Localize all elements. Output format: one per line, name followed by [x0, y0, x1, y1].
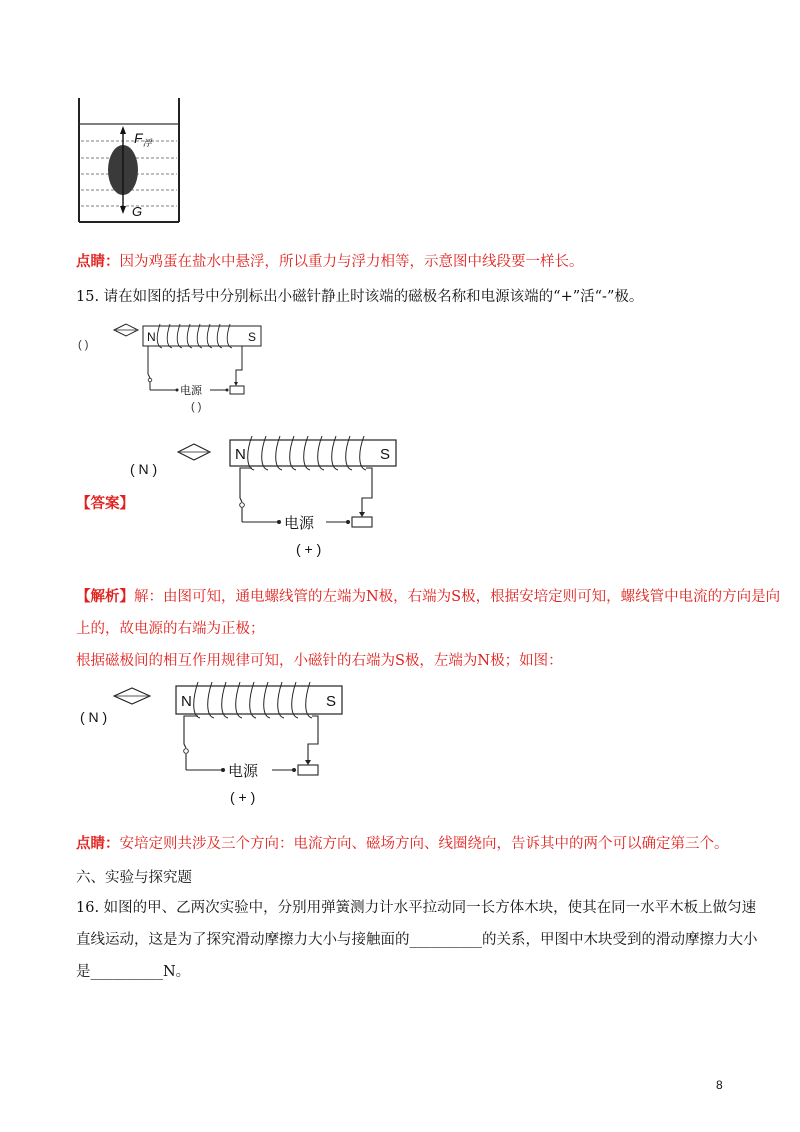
section-heading: 六、实验与探究题 — [76, 870, 192, 886]
power-label-question: 电源 — [180, 385, 202, 397]
question-16-line-1 — [76, 898, 756, 918]
question-15 — [76, 287, 643, 307]
page-number: 8 — [716, 1078, 723, 1092]
note-2-text: 安培定则共涉及三个方向：电流方向、磁场方向、线圈绕向，告诉其中的两个可以确定第三个。 — [119, 836, 729, 852]
analysis-tag: 【解析】 — [76, 588, 134, 605]
question-16-line-3: 是__________N。 — [76, 964, 191, 980]
power-bracket-solution: ( + ) — [230, 789, 256, 805]
power-bracket-empty: ( ) — [191, 401, 202, 413]
solenoid-figure-solution — [76, 678, 356, 808]
note-1 — [76, 252, 584, 272]
solenoid-pole-n: N — [147, 330, 156, 344]
egg-buoyancy-figure — [74, 96, 184, 226]
power-label-solution: 电源 — [228, 763, 259, 780]
question-16-text-1: 如图的甲、乙两次实验中，分别用弹簧测力计水平拉动同一长方体木块，使其在同一水平木板上做匀速 — [103, 900, 757, 916]
needle-bracket-answer: ( N ) — [130, 461, 158, 477]
power-label-answer: 电源 — [284, 515, 315, 532]
solenoid-figure-question — [76, 316, 276, 416]
note-1-prefix: 点睛： — [76, 253, 120, 270]
analysis-line-1 — [76, 587, 780, 607]
force-gravity-label: G — [132, 204, 143, 219]
solenoid-pole-s: S — [380, 446, 391, 463]
question-16-number: 16. — [76, 900, 100, 916]
needle-bracket-solution: ( N ) — [80, 709, 108, 725]
answer-tag: 【答案】 — [76, 495, 134, 512]
solenoid-figure-answer — [130, 430, 410, 560]
question-15-number: 15. — [76, 289, 100, 305]
solenoid-pole-n: N — [181, 693, 192, 710]
force-buoyancy-label: $F_浮$ — [134, 130, 152, 148]
question-15-text: 请在如图的括号中分别标出小磁针静止时该端的磁极名称和电源该端的“+”活“-”极。 — [103, 289, 644, 305]
question-16-line-2: 直线运动，这是为了探究滑动摩擦力大小与接触面的__________的关系，甲图中木块受到的滑动摩擦力大小 — [76, 932, 758, 948]
solenoid-pole-n: N — [235, 446, 246, 463]
analysis-line-2: 上的，故电源的右端为正极； — [76, 621, 265, 637]
analysis-text-1: 解：由图可知，通电螺线管的左端为N极，右端为S极，根据安培定则可知，螺线管中电流的方向是向 — [134, 589, 781, 605]
note-1-text: 因为鸡蛋在盐水中悬浮，所以重力与浮力相等，示意图中线段要一样长。 — [119, 254, 584, 270]
analysis-line-3: 根据磁极间的相互作用规律可知，小磁针的右端为S极，左端为N极；如图： — [76, 653, 563, 669]
note-2-prefix: 点睛： — [76, 835, 120, 852]
needle-bracket-empty: ( ) — [78, 339, 89, 351]
power-bracket-answer: ( + ) — [296, 541, 322, 557]
note-2 — [76, 834, 729, 854]
solenoid-pole-s: S — [326, 693, 337, 710]
solenoid-pole-s: S — [248, 330, 257, 344]
